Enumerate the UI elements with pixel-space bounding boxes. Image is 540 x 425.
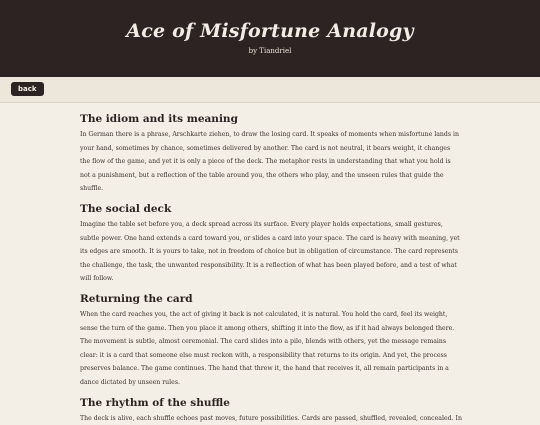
author-byline: by Tiandriel bbox=[0, 47, 540, 55]
section-social-deck bbox=[80, 203, 462, 286]
section-shuffle-rhythm bbox=[80, 397, 462, 425]
section-returning-card bbox=[80, 293, 462, 390]
back-button[interactable]: back bbox=[11, 82, 44, 96]
section-heading: The social deck bbox=[80, 203, 462, 215]
section-paragraph: When the card reaches you, the act of giving it back is not calculated, it is natural. You hold the card, feel its weight, sense the turn of the game. Then you place it among others, shifting it into the flow, as if it had always belonged there. The movement is subtle, almost ceremonial. The card slides into a pile, blends with others, yet the message remains clear: it is a card that someone else must reckon with, a responsibility that returns to its origin. And yet, the process preserves balance. The game continues. The hand that threw it, the hand that receives it, all remain participants in a dance dictated by unseen rules. bbox=[80, 308, 462, 390]
section-idiom bbox=[80, 113, 462, 196]
page-title: Ace of Misfortune Analogy bbox=[0, 0, 540, 42]
nav-bar bbox=[0, 77, 540, 103]
section-heading: The idiom and its meaning bbox=[80, 113, 462, 125]
section-paragraph: In German there is a phrase, Arschkarte ziehen, to draw the losing card. It speaks of moments when misfortune lands in your hand, sometimes by chance, sometimes delivered by another. The card is not neutral, it bears weight, it changes the flow of the game, and yet it is only a piece of the deck. The metaphor rests in understanding that what you hold is not a punishment, but a reflection of the table around you, the others who play, and the unseen rules that guide the shuffle. bbox=[80, 128, 462, 196]
page-header bbox=[0, 0, 540, 77]
section-paragraph: Imagine the table set before you, a deck spread across its surface. Every player holds expectations, small gestures, subtle power. One hand extends a card toward you, or slides a card into your space. The card is heavy with meaning, yet its edges are smooth. It is yours to take, not in freedom of choice but in obligation of circumstance. The card represents the challenge, the task, the unwanted responsibility. It is a reflection of what has been played before, and a test of what will follow. bbox=[80, 218, 462, 286]
section-heading: Returning the card bbox=[80, 293, 462, 305]
section-heading: The rhythm of the shuffle bbox=[80, 397, 462, 409]
article-content bbox=[80, 103, 462, 425]
section-paragraph: The deck is alive, each shuffle echoes past moves, future possibilities. Cards are passed, shuffled, revealed, concealed. In bbox=[80, 412, 462, 425]
